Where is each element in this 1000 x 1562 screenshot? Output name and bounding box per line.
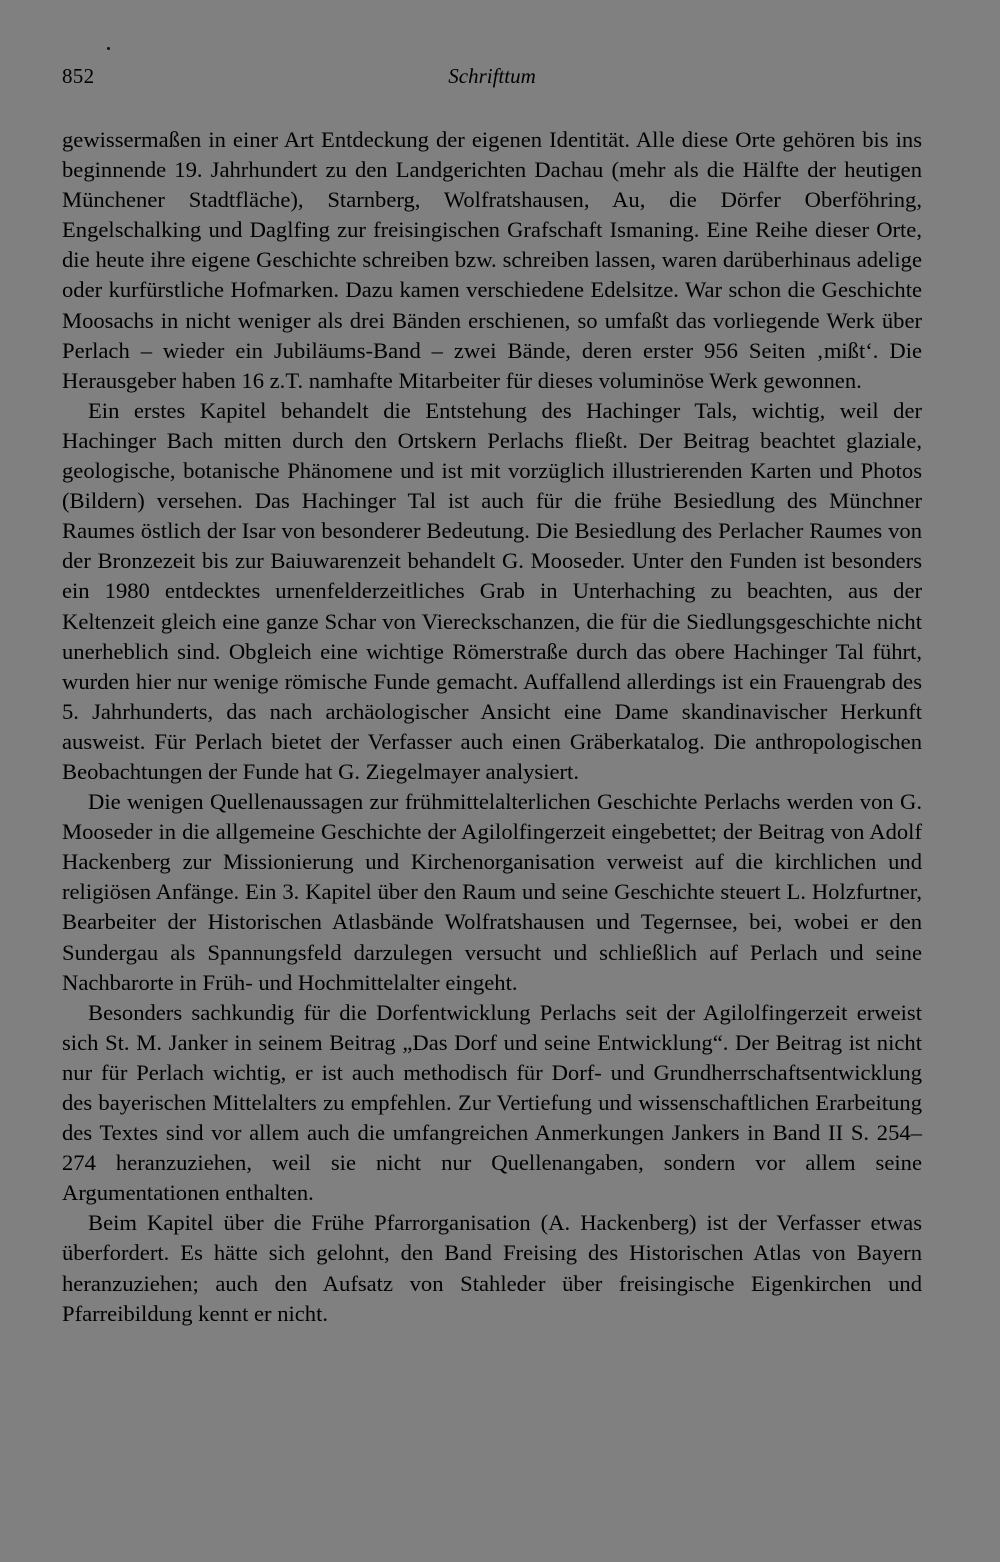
paragraph: Besonders sachkundig für die Dorfentwicklung Perlachs seit der Agilolfingerzeit erweist sich St. M. Janker in seinem Beitrag „Das Dorf und seine Entwicklung“. Der Beitrag ist nicht nur für Perlach wichtig, er ist auch methodisch für Dorf- und Grundherrschaftsentwicklung des bayerischen Mittelalters zu empfehlen. Zur Vertiefung und wissenschaftlichen Erarbeitung des Textes sind vor allem auch die umfangreichen Anmerkungen Jankers in Band II S. 254–274 heranzuziehen, weil sie nicht nur Quellenangaben, sondern vor allem seine Argumentationen enthalten. <box>62 999 922 1206</box>
page-number: 852 <box>62 64 95 88</box>
paragraph: Beim Kapitel über die Frühe Pfarrorganisation (A. Hackenberg) ist der Verfasser etwas überfordert. Es hätte sich gelohnt, den Band Freising des Historischen Atlas von Bayern heranzuziehen; auch den Aufsatz von Stahleder über freisingische Eigenkirchen und Pfarreibildung kennt er nicht. <box>62 1210 922 1326</box>
paragraph: Die wenigen Quellenaussagen zur frühmittelalterlichen Geschichte Perlachs werden von G. Mooseder in die allgemeine Geschichte der Agilolfingerzeit eingebettet; der Beitrag von Adolf Hackenberg zur Missionierung und Kirchenorganisation verweist auf die kirchlichen und religiösen Anfänge. Ein 3. Kapitel über den Raum und seine Geschichte steuert L. Holzfurtner, Bearbeiter der Historischen Atlasbände Wolfratshausen und Tegernsee, bei, wobei er den Sundergau als Spannungsfeld darzulegen versucht und schließlich auf Perlach und seine Nachbarorte in Früh- und Hochmittelalter eingeht. <box>62 789 922 995</box>
body-text <box>62 125 922 1329</box>
paragraph: Ein erstes Kapitel behandelt die Entstehung des Hachinger Tals, wichtig, weil der Hachinger Bach mitten durch den Ortskern Perlachs fließt. Der Beitrag beachtet glaziale, geologische, botanische Phänomene und ist mit vorzüglich illustrierenden Karten und Photos (Bildern) versehen. Das Hachinger Tal ist auch für die frühe Besiedlung des Münchner Raumes östlich der Isar von besonderer Bedeutung. Die Besiedlung des Perlacher Raumes von der Bronzezeit bis zur Baiuwarenzeit behandelt G. Mooseder. Unter den Funden ist besonders ein 1980 entdecktes urnenfelderzeitliches Grab in Unterhaching zu beachten, aus der Keltenzeit gleich eine ganze Schar von Viereckschanzen, die für die Siedlungsgeschichte nicht unerheblich sind. Obgleich eine wichtige Römerstraße durch das obere Hachinger Tal führt, wurden hier nur wenige römische Funde gemacht. Auffallend allerdings ist ein Frauengrab des 5. Jahrhunderts, das nach archäologischer Ansicht eine Dame skandinavischer Herkunft ausweist. Für Perlach bietet der Verfasser auch einen Gräberkatalog. Die anthropologischen Beobachtungen der Funde hat G. Ziegelmayer analysiert. <box>62 397 922 784</box>
page-header <box>62 64 922 94</box>
paragraph: gewissermaßen in einer Art Entdeckung der eigenen Identität. Alle diese Orte gehören bis ins beginnende 19. Jahrhundert zu den Landgerichten Dachau (mehr als die Hälfte der heutigen Münchener Stadtfläche), Starnberg, Wolfratshausen, Au, die Dörfer Oberföhring, Engelschalking und Daglfing zur freisingischen Grafschaft Ismaning. Eine Reihe dieser Orte, die heute ihre eigene Geschichte schreiben bzw. schreiben lassen, waren darüberhinaus adelige oder kurfürstliche Hofmarken. Dazu kamen verschiedene Edelsitze. War schon die Geschichte Moosachs in nicht weniger als drei Bänden erschienen, so umfaßt das vorliegende Werk über Perlach – wieder ein Jubiläums-Band – zwei Bände, deren erster 956 Seiten ‚mißt‘. Die Herausgeber haben 16 z.T. namhafte Mitarbeiter für dieses voluminöse Werk gewonnen. <box>62 127 922 393</box>
scan-speck <box>107 47 110 50</box>
running-title: Schrifttum <box>448 64 536 88</box>
